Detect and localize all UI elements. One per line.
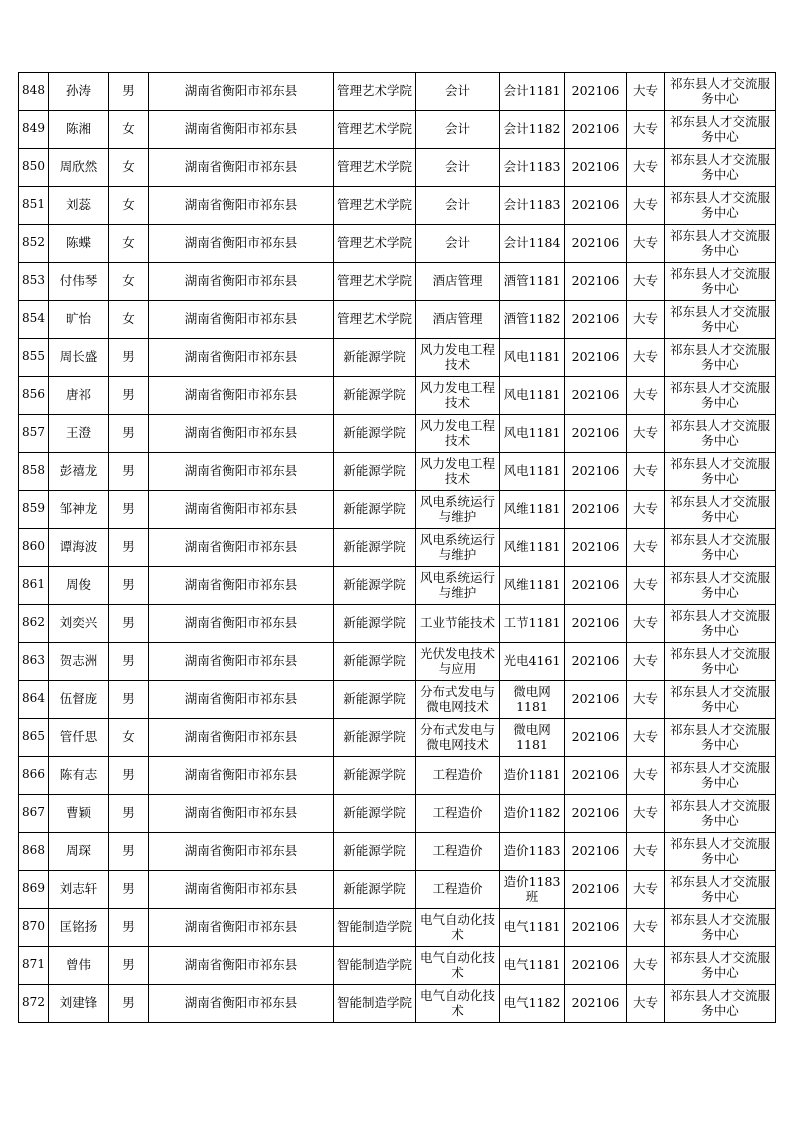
graduation-date-cell: 202106 — [571, 160, 620, 175]
student-name-cell: 刘建锋 — [59, 996, 98, 1011]
graduation-date-cell: 202106 — [571, 350, 620, 365]
file-destination-cell: 祁东县人才交流服务中心 — [669, 533, 770, 562]
student-name-cell: 旷怡 — [65, 312, 91, 327]
college-cell: 新能源学院 — [343, 388, 406, 403]
place-of-origin-cell: 湖南省衡阳市祁东县 — [184, 464, 298, 479]
place-of-origin-cell: 湖南省衡阳市祁东县 — [184, 160, 298, 175]
table-row — [19, 339, 776, 377]
row-number-cell: 858 — [22, 462, 45, 477]
education-level-cell: 大专 — [632, 958, 658, 973]
row-number-cell: 853 — [22, 272, 45, 287]
gender-cell: 男 — [122, 388, 135, 403]
class-name-cell: 酒管1182 — [503, 312, 561, 327]
table-row — [19, 377, 776, 415]
education-level-cell: 大专 — [632, 844, 658, 859]
college-cell: 新能源学院 — [343, 464, 406, 479]
college-cell: 新能源学院 — [343, 806, 406, 821]
row-number-cell: 854 — [22, 310, 45, 325]
graduation-date-cell: 202106 — [571, 882, 620, 897]
class-name-cell: 电气1181 — [503, 958, 561, 973]
row-number-cell: 850 — [22, 158, 45, 173]
education-level-cell: 大专 — [632, 730, 658, 745]
student-name-cell: 周俊 — [65, 578, 91, 593]
gender-cell: 男 — [122, 920, 135, 935]
education-level-cell: 大专 — [632, 426, 658, 441]
education-level-cell: 大专 — [632, 654, 658, 669]
college-cell: 新能源学院 — [343, 502, 406, 517]
graduation-date-cell: 202106 — [571, 616, 620, 631]
major-cell: 会计 — [444, 84, 470, 99]
file-destination-cell: 祁东县人才交流服务中心 — [669, 115, 770, 144]
graduation-date-cell: 202106 — [571, 806, 620, 821]
file-destination-cell: 祁东县人才交流服务中心 — [669, 571, 770, 600]
gender-cell: 女 — [122, 160, 135, 175]
education-level-cell: 大专 — [632, 388, 658, 403]
roster-body — [19, 73, 776, 1023]
class-name-cell: 风电1181 — [503, 388, 561, 403]
file-destination-cell: 祁东县人才交流服务中心 — [669, 875, 770, 904]
student-name-cell: 匡铭扬 — [59, 920, 98, 935]
row-number-cell: 857 — [22, 424, 45, 439]
place-of-origin-cell: 湖南省衡阳市祁东县 — [184, 84, 298, 99]
gender-cell: 男 — [122, 578, 135, 593]
place-of-origin-cell: 湖南省衡阳市祁东县 — [184, 768, 298, 783]
college-cell: 智能制造学院 — [336, 958, 412, 973]
file-destination-cell: 祁东县人才交流服务中心 — [669, 799, 770, 828]
student-name-cell: 曾伟 — [65, 958, 91, 973]
class-name-cell: 微电网1181 — [513, 685, 551, 714]
college-cell: 管理艺术学院 — [336, 312, 412, 327]
major-cell: 分布式发电与微电网技术 — [419, 723, 495, 752]
row-number-cell: 855 — [22, 348, 45, 363]
major-cell: 会计 — [444, 160, 470, 175]
class-name-cell: 会计1184 — [503, 236, 561, 251]
major-cell: 电气自动化技术 — [419, 913, 495, 942]
class-name-cell: 造价1183班 — [503, 875, 561, 904]
major-cell: 酒店管理 — [432, 312, 483, 327]
class-name-cell: 风维1181 — [503, 578, 561, 593]
file-destination-cell: 祁东县人才交流服务中心 — [669, 381, 770, 410]
file-destination-cell: 祁东县人才交流服务中心 — [669, 191, 770, 220]
major-cell: 工程造价 — [432, 768, 483, 783]
table-row — [19, 795, 776, 833]
major-cell: 酒店管理 — [432, 274, 483, 289]
gender-cell: 女 — [122, 236, 135, 251]
class-name-cell: 会计1182 — [503, 122, 561, 137]
row-number-cell: 851 — [22, 196, 45, 211]
graduation-date-cell: 202106 — [571, 312, 620, 327]
row-number-cell: 869 — [22, 880, 45, 895]
file-destination-cell: 祁东县人才交流服务中心 — [669, 951, 770, 980]
education-level-cell: 大专 — [632, 578, 658, 593]
college-cell: 新能源学院 — [343, 616, 406, 631]
student-name-cell: 谭海波 — [59, 540, 98, 555]
row-number-cell: 868 — [22, 842, 45, 857]
major-cell: 风电系统运行与维护 — [419, 495, 495, 524]
major-cell: 风电系统运行与维护 — [419, 533, 495, 562]
gender-cell: 女 — [122, 198, 135, 213]
education-level-cell: 大专 — [632, 464, 658, 479]
table-row — [19, 263, 776, 301]
table-row — [19, 719, 776, 757]
college-cell: 新能源学院 — [343, 692, 406, 707]
row-number-cell: 870 — [22, 918, 45, 933]
place-of-origin-cell: 湖南省衡阳市祁东县 — [184, 312, 298, 327]
place-of-origin-cell: 湖南省衡阳市祁东县 — [184, 426, 298, 441]
student-name-cell: 贺志洲 — [59, 654, 98, 669]
major-cell: 工程造价 — [432, 882, 483, 897]
row-number-cell: 848 — [22, 82, 45, 97]
student-name-cell: 曹颖 — [65, 806, 91, 821]
graduation-date-cell: 202106 — [571, 122, 620, 137]
class-name-cell: 风电1181 — [503, 350, 561, 365]
major-cell: 会计 — [444, 236, 470, 251]
graduation-date-cell: 202106 — [571, 578, 620, 593]
education-level-cell: 大专 — [632, 920, 658, 935]
graduation-date-cell: 202106 — [571, 654, 620, 669]
table-row — [19, 111, 776, 149]
place-of-origin-cell: 湖南省衡阳市祁东县 — [184, 578, 298, 593]
place-of-origin-cell: 湖南省衡阳市祁东县 — [184, 502, 298, 517]
student-name-cell: 陈蝶 — [65, 236, 91, 251]
place-of-origin-cell: 湖南省衡阳市祁东县 — [184, 236, 298, 251]
file-destination-cell: 祁东县人才交流服务中心 — [669, 989, 770, 1018]
row-number-cell: 865 — [22, 728, 45, 743]
gender-cell: 男 — [122, 806, 135, 821]
gender-cell: 男 — [122, 844, 135, 859]
graduation-date-cell: 202106 — [571, 274, 620, 289]
table-row — [19, 985, 776, 1023]
major-cell: 风力发电工程技术 — [419, 457, 495, 486]
college-cell: 管理艺术学院 — [336, 236, 412, 251]
table-row — [19, 187, 776, 225]
gender-cell: 男 — [122, 502, 135, 517]
education-level-cell: 大专 — [632, 312, 658, 327]
place-of-origin-cell: 湖南省衡阳市祁东县 — [184, 806, 298, 821]
table-row — [19, 757, 776, 795]
file-destination-cell: 祁东县人才交流服务中心 — [669, 723, 770, 752]
gender-cell: 女 — [122, 312, 135, 327]
class-name-cell: 光电4161 — [503, 654, 561, 669]
row-number-cell: 849 — [22, 120, 45, 135]
graduation-date-cell: 202106 — [571, 502, 620, 517]
college-cell: 新能源学院 — [343, 578, 406, 593]
student-name-cell: 刘蕊 — [65, 198, 91, 213]
college-cell: 新能源学院 — [343, 654, 406, 669]
major-cell: 电气自动化技术 — [419, 989, 495, 1018]
student-name-cell: 王澄 — [65, 426, 91, 441]
row-number-cell: 861 — [22, 576, 45, 591]
class-name-cell: 会计1181 — [503, 84, 561, 99]
table-row — [19, 681, 776, 719]
education-level-cell: 大专 — [632, 84, 658, 99]
graduation-date-cell: 202106 — [571, 236, 620, 251]
college-cell: 新能源学院 — [343, 844, 406, 859]
major-cell: 电气自动化技术 — [419, 951, 495, 980]
file-destination-cell: 祁东县人才交流服务中心 — [669, 685, 770, 714]
graduation-date-cell: 202106 — [571, 84, 620, 99]
table-row — [19, 871, 776, 909]
graduation-date-cell: 202106 — [571, 768, 620, 783]
file-destination-cell: 祁东县人才交流服务中心 — [669, 457, 770, 486]
table-row — [19, 833, 776, 871]
education-level-cell: 大专 — [632, 502, 658, 517]
graduation-date-cell: 202106 — [571, 996, 620, 1011]
student-name-cell: 彭禧龙 — [59, 464, 98, 479]
graduation-date-cell: 202106 — [571, 464, 620, 479]
table-row — [19, 567, 776, 605]
class-name-cell: 造价1183 — [503, 844, 561, 859]
education-level-cell: 大专 — [632, 692, 658, 707]
file-destination-cell: 祁东县人才交流服务中心 — [669, 609, 770, 638]
row-number-cell: 871 — [22, 956, 45, 971]
student-name-cell: 付伟琴 — [59, 274, 98, 289]
college-cell: 智能制造学院 — [336, 996, 412, 1011]
major-cell: 风电系统运行与维护 — [419, 571, 495, 600]
row-number-cell: 866 — [22, 766, 45, 781]
row-number-cell: 872 — [22, 994, 45, 1009]
education-level-cell: 大专 — [632, 122, 658, 137]
class-name-cell: 风维1181 — [503, 502, 561, 517]
education-level-cell: 大专 — [632, 540, 658, 555]
place-of-origin-cell: 湖南省衡阳市祁东县 — [184, 692, 298, 707]
education-level-cell: 大专 — [632, 274, 658, 289]
education-level-cell: 大专 — [632, 882, 658, 897]
file-destination-cell: 祁东县人才交流服务中心 — [669, 837, 770, 866]
file-destination-cell: 祁东县人才交流服务中心 — [669, 761, 770, 790]
education-level-cell: 大专 — [632, 198, 658, 213]
major-cell: 会计 — [444, 198, 470, 213]
gender-cell: 女 — [122, 274, 135, 289]
file-destination-cell: 祁东县人才交流服务中心 — [669, 343, 770, 372]
table-row — [19, 529, 776, 567]
place-of-origin-cell: 湖南省衡阳市祁东县 — [184, 122, 298, 137]
major-cell: 分布式发电与微电网技术 — [419, 685, 495, 714]
row-number-cell: 852 — [22, 234, 45, 249]
place-of-origin-cell: 湖南省衡阳市祁东县 — [184, 388, 298, 403]
college-cell: 新能源学院 — [343, 882, 406, 897]
student-name-cell: 伍督庞 — [59, 692, 98, 707]
major-cell: 工程造价 — [432, 844, 483, 859]
row-number-cell: 859 — [22, 500, 45, 515]
college-cell: 管理艺术学院 — [336, 160, 412, 175]
table-row — [19, 149, 776, 187]
row-number-cell: 860 — [22, 538, 45, 553]
college-cell: 智能制造学院 — [336, 920, 412, 935]
row-number-cell: 862 — [22, 614, 45, 629]
row-number-cell: 856 — [22, 386, 45, 401]
gender-cell: 男 — [122, 692, 135, 707]
table-row — [19, 909, 776, 947]
major-cell: 风力发电工程技术 — [419, 343, 495, 372]
place-of-origin-cell: 湖南省衡阳市祁东县 — [184, 958, 298, 973]
graduate-roster-table — [18, 72, 776, 1023]
class-name-cell: 酒管1181 — [503, 274, 561, 289]
gender-cell: 男 — [122, 654, 135, 669]
table-row — [19, 225, 776, 263]
file-destination-cell: 祁东县人才交流服务中心 — [669, 229, 770, 258]
class-name-cell: 风电1181 — [503, 464, 561, 479]
class-name-cell: 会计1183 — [503, 198, 561, 213]
education-level-cell: 大专 — [632, 806, 658, 821]
gender-cell: 女 — [122, 730, 135, 745]
gender-cell: 男 — [122, 996, 135, 1011]
table-row — [19, 415, 776, 453]
college-cell: 新能源学院 — [343, 768, 406, 783]
class-name-cell: 工节1181 — [503, 616, 561, 631]
gender-cell: 男 — [122, 616, 135, 631]
class-name-cell: 造价1182 — [503, 806, 561, 821]
education-level-cell: 大专 — [632, 616, 658, 631]
college-cell: 管理艺术学院 — [336, 122, 412, 137]
row-number-cell: 867 — [22, 804, 45, 819]
table-row — [19, 491, 776, 529]
college-cell: 新能源学院 — [343, 540, 406, 555]
file-destination-cell: 祁东县人才交流服务中心 — [669, 419, 770, 448]
table-row — [19, 301, 776, 339]
education-level-cell: 大专 — [632, 768, 658, 783]
major-cell: 风力发电工程技术 — [419, 419, 495, 448]
education-level-cell: 大专 — [632, 160, 658, 175]
table-row — [19, 947, 776, 985]
table-row — [19, 453, 776, 491]
row-number-cell: 864 — [22, 690, 45, 705]
class-name-cell: 造价1181 — [503, 768, 561, 783]
major-cell: 工程造价 — [432, 806, 483, 821]
student-name-cell: 刘奕兴 — [59, 616, 98, 631]
file-destination-cell: 祁东县人才交流服务中心 — [669, 267, 770, 296]
place-of-origin-cell: 湖南省衡阳市祁东县 — [184, 996, 298, 1011]
table-row — [19, 643, 776, 681]
college-cell: 新能源学院 — [343, 426, 406, 441]
student-name-cell: 邹神龙 — [59, 502, 98, 517]
graduation-date-cell: 202106 — [571, 958, 620, 973]
graduation-date-cell: 202106 — [571, 692, 620, 707]
file-destination-cell: 祁东县人才交流服务中心 — [669, 647, 770, 676]
student-name-cell: 陈湘 — [65, 122, 91, 137]
file-destination-cell: 祁东县人才交流服务中心 — [669, 77, 770, 106]
class-name-cell: 风维1181 — [503, 540, 561, 555]
file-destination-cell: 祁东县人才交流服务中心 — [669, 305, 770, 334]
major-cell: 会计 — [444, 122, 470, 137]
student-name-cell: 周长盛 — [59, 350, 98, 365]
college-cell: 新能源学院 — [343, 730, 406, 745]
graduation-date-cell: 202106 — [571, 844, 620, 859]
graduation-date-cell: 202106 — [571, 198, 620, 213]
place-of-origin-cell: 湖南省衡阳市祁东县 — [184, 540, 298, 555]
graduation-date-cell: 202106 — [571, 540, 620, 555]
gender-cell: 男 — [122, 426, 135, 441]
place-of-origin-cell: 湖南省衡阳市祁东县 — [184, 350, 298, 365]
place-of-origin-cell: 湖南省衡阳市祁东县 — [184, 198, 298, 213]
file-destination-cell: 祁东县人才交流服务中心 — [669, 153, 770, 182]
class-name-cell: 电气1182 — [503, 996, 561, 1011]
student-name-cell: 管仟思 — [59, 730, 98, 745]
student-name-cell: 刘志轩 — [59, 882, 98, 897]
class-name-cell: 微电网1181 — [513, 723, 551, 752]
student-name-cell: 周琛 — [65, 844, 91, 859]
gender-cell: 男 — [122, 882, 135, 897]
gender-cell: 男 — [122, 464, 135, 479]
place-of-origin-cell: 湖南省衡阳市祁东县 — [184, 882, 298, 897]
major-cell: 风力发电工程技术 — [419, 381, 495, 410]
student-name-cell: 周欣然 — [59, 160, 98, 175]
class-name-cell: 风电1181 — [503, 426, 561, 441]
education-level-cell: 大专 — [632, 996, 658, 1011]
file-destination-cell: 祁东县人才交流服务中心 — [669, 495, 770, 524]
place-of-origin-cell: 湖南省衡阳市祁东县 — [184, 730, 298, 745]
table-row — [19, 605, 776, 643]
table-row — [19, 73, 776, 111]
graduation-date-cell: 202106 — [571, 388, 620, 403]
college-cell: 管理艺术学院 — [336, 84, 412, 99]
place-of-origin-cell: 湖南省衡阳市祁东县 — [184, 616, 298, 631]
education-level-cell: 大专 — [632, 236, 658, 251]
graduation-date-cell: 202106 — [571, 730, 620, 745]
file-destination-cell: 祁东县人才交流服务中心 — [669, 913, 770, 942]
student-name-cell: 孙涛 — [65, 84, 91, 99]
college-cell: 管理艺术学院 — [336, 198, 412, 213]
gender-cell: 男 — [122, 768, 135, 783]
gender-cell: 女 — [122, 122, 135, 137]
class-name-cell: 会计1183 — [503, 160, 561, 175]
gender-cell: 男 — [122, 350, 135, 365]
education-level-cell: 大专 — [632, 350, 658, 365]
place-of-origin-cell: 湖南省衡阳市祁东县 — [184, 844, 298, 859]
major-cell: 光伏发电技术与应用 — [419, 647, 495, 676]
gender-cell: 男 — [122, 84, 135, 99]
place-of-origin-cell: 湖南省衡阳市祁东县 — [184, 654, 298, 669]
college-cell: 新能源学院 — [343, 350, 406, 365]
gender-cell: 男 — [122, 958, 135, 973]
student-name-cell: 陈有志 — [59, 768, 98, 783]
graduation-date-cell: 202106 — [571, 426, 620, 441]
place-of-origin-cell: 湖南省衡阳市祁东县 — [184, 920, 298, 935]
row-number-cell: 863 — [22, 652, 45, 667]
gender-cell: 男 — [122, 540, 135, 555]
place-of-origin-cell: 湖南省衡阳市祁东县 — [184, 274, 298, 289]
class-name-cell: 电气1181 — [503, 920, 561, 935]
graduation-date-cell: 202106 — [571, 920, 620, 935]
major-cell: 工业节能技术 — [419, 616, 495, 631]
student-name-cell: 唐祁 — [65, 388, 91, 403]
college-cell: 管理艺术学院 — [336, 274, 412, 289]
